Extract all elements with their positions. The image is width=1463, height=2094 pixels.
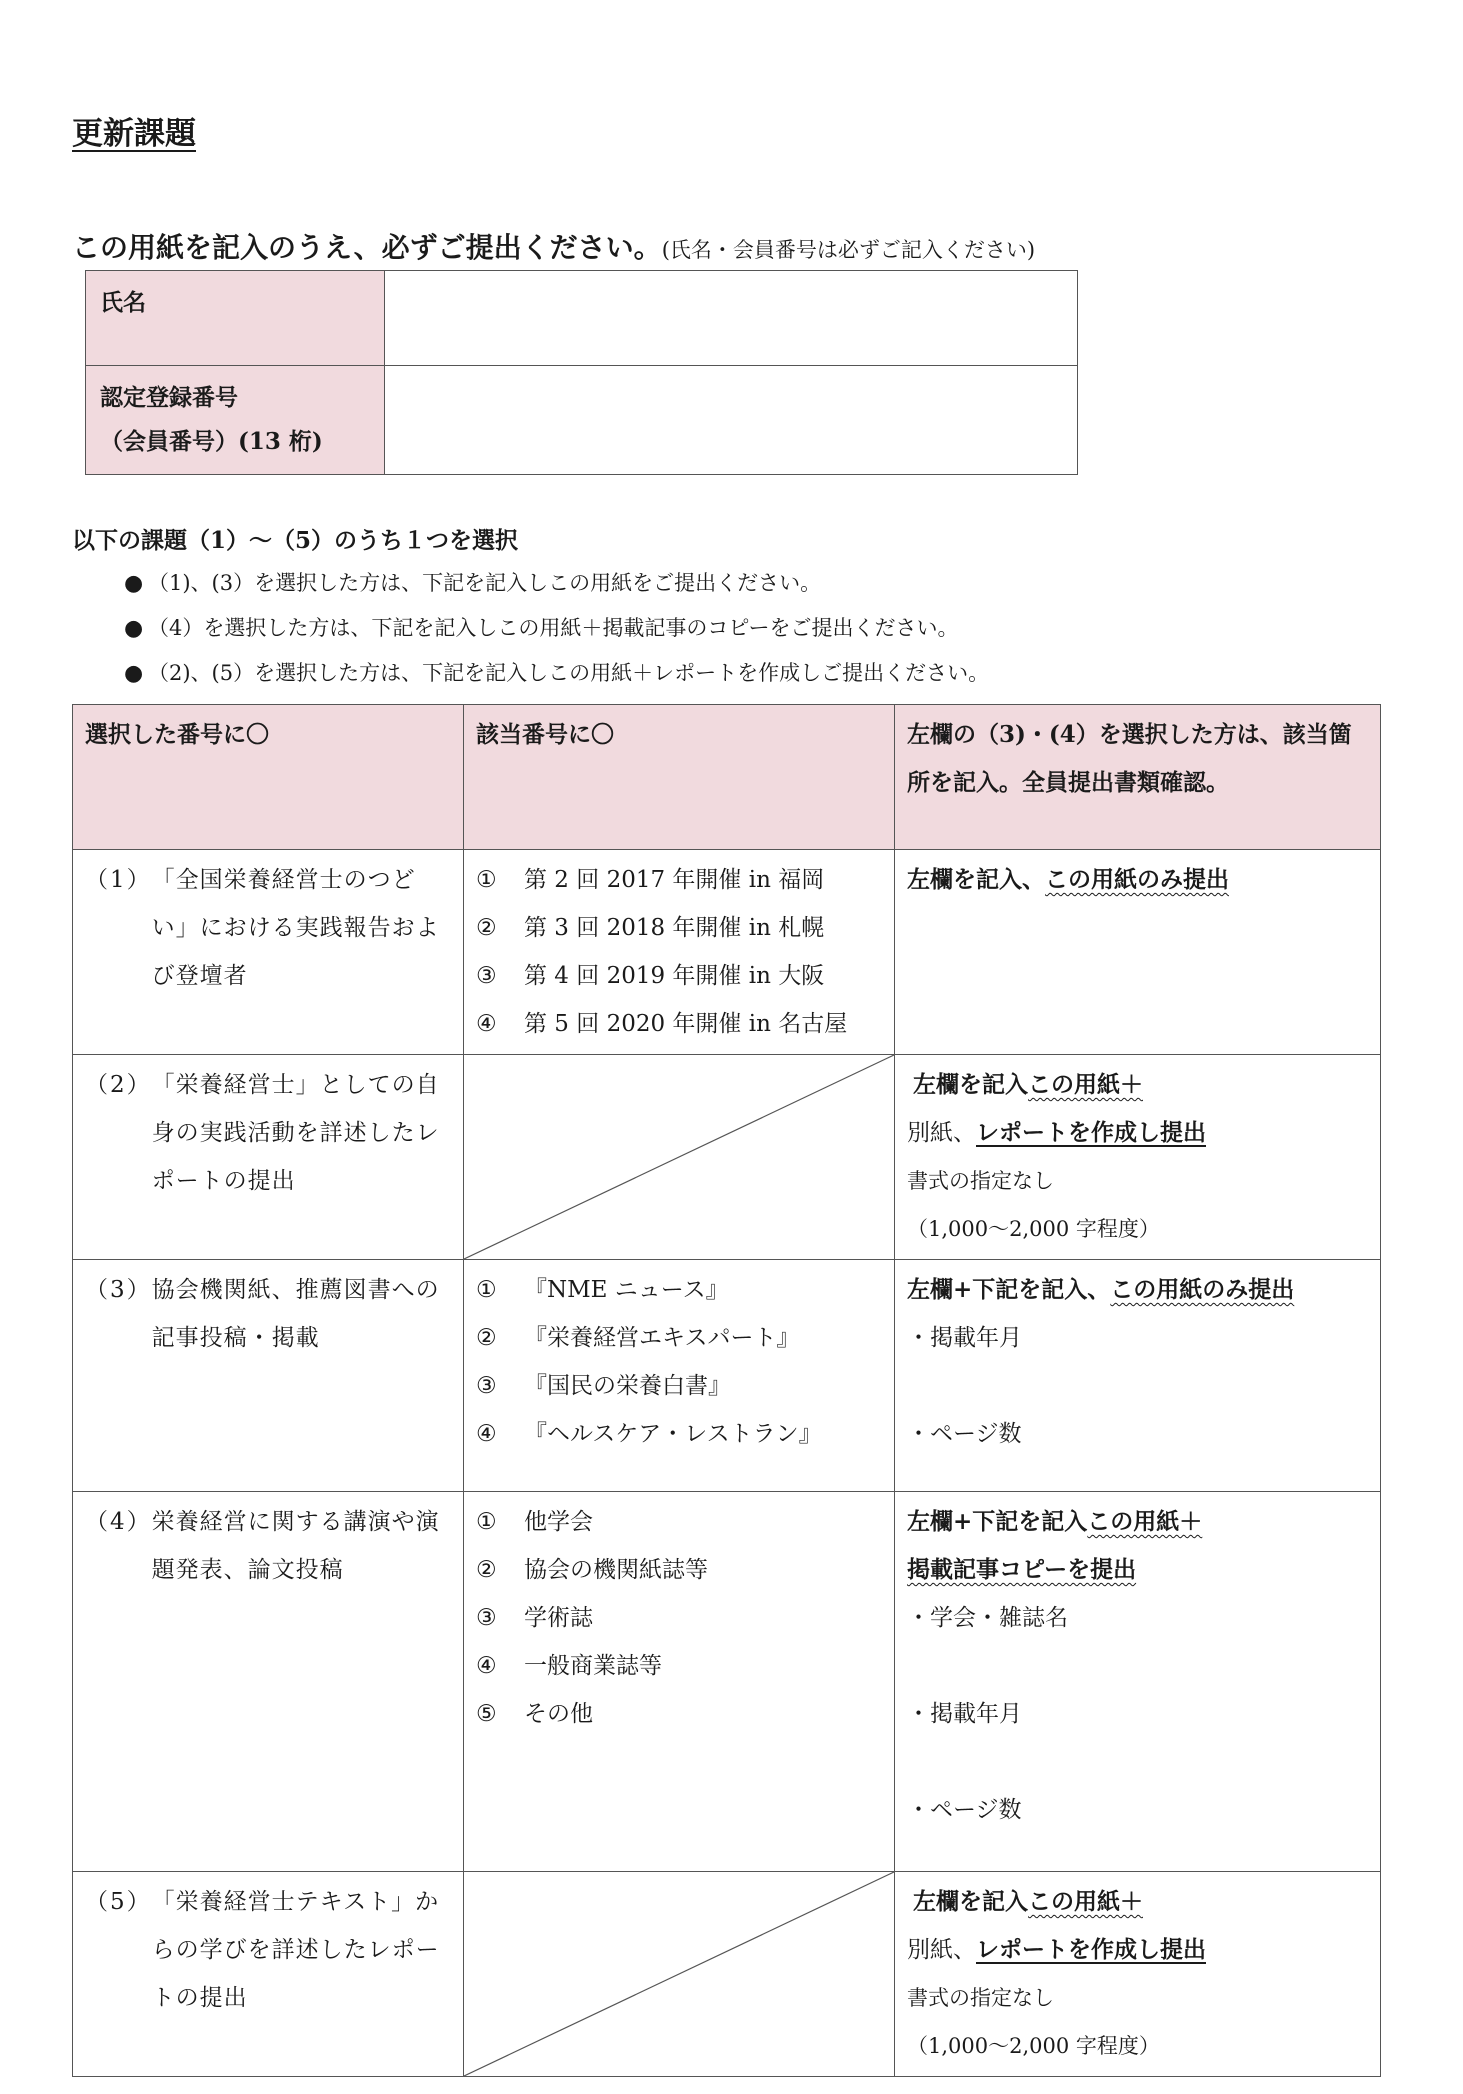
bullet-dot-icon: ● (124, 571, 144, 596)
option-mark: ② (476, 1557, 497, 1583)
topic-number: （1） (85, 867, 152, 893)
topic-text: 協会機関紙、推薦図書への記事投稿・掲載 (151, 1277, 440, 1351)
options-3-cell (464, 1260, 895, 1492)
requirements-1-cell (895, 850, 1381, 1055)
page-title: 更新課題 (72, 116, 196, 152)
option-item[interactable] (476, 1546, 882, 1594)
field-page-count[interactable]: ・ページ数 (907, 1421, 1022, 1447)
topic-3-cell[interactable] (73, 1260, 464, 1492)
req-instruction: 左欄+下記を記入、 (907, 1276, 1111, 1303)
option-mark: ④ (476, 1011, 497, 1037)
req-format: 書式の指定なし (907, 1986, 1054, 2010)
option-mark: ③ (476, 963, 497, 989)
options-2-not-applicable (464, 1055, 895, 1260)
table-row (73, 1492, 1381, 1872)
options-1-cell (464, 850, 895, 1055)
field-publication-date[interactable]: ・掲載年月 (907, 1701, 1022, 1727)
header-applicable-number: 該当番号に〇 (464, 705, 895, 850)
req-instruction: 左欄+下記を記入 (907, 1508, 1088, 1535)
option-item[interactable] (476, 1362, 882, 1410)
option-mark: ⑤ (476, 1701, 497, 1727)
registration-label-line2: （会員番号）(13 桁) (100, 428, 323, 455)
bullet-dot-icon: ● (124, 616, 144, 641)
option-item[interactable] (476, 1498, 882, 1546)
topic-number: （2） (85, 1072, 152, 1098)
bullet-item (124, 656, 989, 701)
header-requirements: 左欄の（3)・(4）を選択した方は、該当箇所を記入。全員提出書類確認。 (895, 705, 1381, 850)
topic-text: 栄養経営に関する講演や演題発表、論文投稿 (151, 1509, 440, 1583)
requirements-3-cell (895, 1260, 1381, 1492)
option-text: 第 2 回 2017 年開催 in 福岡 (524, 867, 825, 893)
bullet-text: （1)、(3）を選択した方は、下記を記入しこの用紙をご提出ください。 (148, 571, 822, 595)
table-row (73, 1260, 1381, 1492)
option-mark: ④ (476, 1653, 497, 1679)
option-item[interactable] (476, 904, 882, 952)
bullet-item (124, 611, 989, 656)
options-4-cell (464, 1492, 895, 1872)
topic-number: （5） (85, 1889, 152, 1915)
req-submit: この用紙のみ提出 (1045, 866, 1229, 893)
instruction-note: (氏名・会員番号は必ずご記入ください) (661, 238, 1036, 262)
req-submit: この用紙＋ (1087, 1508, 1203, 1535)
option-text: 『NME ニュース』 (524, 1277, 729, 1303)
registration-number-label (86, 366, 385, 475)
req-format: 書式の指定なし (907, 1169, 1054, 1193)
option-text: 第 5 回 2020 年開催 in 名古屋 (524, 1011, 848, 1037)
option-item[interactable] (476, 1266, 882, 1314)
bullet-text: （4）を選択した方は、下記を記入しこの用紙＋掲載記事のコピーをご提出ください。 (148, 616, 959, 640)
table-row (73, 1055, 1381, 1260)
topic-4-cell[interactable] (73, 1492, 464, 1872)
instruction-main: この用紙を記入のうえ、必ずご提出ください。 (72, 231, 662, 264)
diagonal-strike (464, 1055, 894, 1259)
option-text: 『国民の栄養白書』 (524, 1373, 731, 1399)
req-copy: 掲載記事コピーを提出 (907, 1556, 1137, 1583)
header-selected-number: 選択した番号に〇 (73, 705, 464, 850)
option-mark: ① (476, 867, 497, 893)
option-item[interactable] (476, 1314, 882, 1362)
selection-bullets (124, 566, 989, 701)
topic-number: （4） (85, 1509, 152, 1535)
req-length: （1,000～2,000 字程度） (907, 2034, 1160, 2058)
selection-heading: 以下の課題（1）～（5）のうち１つを選択 (72, 527, 519, 554)
registration-label-line1: 認定登録番号 (100, 384, 238, 411)
topic-1-cell[interactable] (73, 850, 464, 1055)
applicant-info-table (85, 270, 1078, 475)
registration-number-field[interactable] (385, 366, 1078, 475)
option-mark: ② (476, 915, 497, 941)
req-attachment: 別紙、 (907, 1120, 976, 1146)
option-text: 一般商業誌等 (524, 1653, 662, 1679)
req-submit: この用紙のみ提出 (1110, 1276, 1295, 1303)
option-mark: ① (476, 1509, 497, 1535)
req-attachment: 別紙、 (907, 1937, 976, 1963)
req-submit: この用紙＋ (1028, 1888, 1143, 1915)
topic-text: 「栄養経営士テキスト」からの学びを詳述したレポートの提出 (151, 1889, 440, 2011)
table-row (73, 1872, 1381, 2077)
requirements-5-cell (895, 1872, 1381, 2077)
option-text: その他 (524, 1701, 593, 1727)
topic-number: （3） (85, 1277, 152, 1303)
req-instruction: 左欄を記入 (913, 1071, 1028, 1098)
requirements-2-cell (895, 1055, 1381, 1260)
option-mark: ③ (476, 1373, 497, 1399)
req-report: レポートを作成し提出 (976, 1936, 1206, 1963)
option-text: 『栄養経営エキスパート』 (524, 1325, 800, 1351)
bullet-text: （2)、(5）を選択した方は、下記を記入しこの用紙＋レポートを作成しご提出ください。 (148, 661, 990, 685)
req-length: （1,000～2,000 字程度） (907, 1217, 1160, 1241)
field-page-count[interactable]: ・ページ数 (907, 1797, 1022, 1823)
name-field[interactable] (385, 271, 1078, 366)
req-submit: この用紙＋ (1028, 1071, 1143, 1098)
option-text: 第 4 回 2019 年開催 in 大阪 (524, 963, 825, 989)
option-item[interactable] (476, 1594, 882, 1642)
topic-2-cell[interactable] (73, 1055, 464, 1260)
option-mark: ④ (476, 1421, 497, 1447)
req-instruction: 左欄を記入 (913, 1888, 1028, 1915)
option-item[interactable] (476, 1642, 882, 1690)
option-text: 第 3 回 2018 年開催 in 札幌 (524, 915, 825, 941)
req-report: レポートを作成し提出 (976, 1119, 1206, 1146)
option-text: 他学会 (524, 1509, 593, 1535)
option-text: 協会の機関紙誌等 (524, 1557, 708, 1583)
option-item[interactable] (476, 952, 882, 1000)
option-mark: ② (476, 1325, 497, 1351)
assignment-table (72, 704, 1381, 2077)
submission-instruction (72, 226, 1035, 266)
bullet-dot-icon: ● (124, 661, 144, 686)
bullet-item (124, 566, 989, 611)
option-item[interactable] (476, 1410, 882, 1458)
option-item[interactable] (476, 1000, 882, 1048)
field-society-magazine-name[interactable]: ・学会・雑誌名 (907, 1605, 1068, 1631)
option-mark: ① (476, 1277, 497, 1303)
table-row (73, 850, 1381, 1055)
options-5-not-applicable (464, 1872, 895, 2077)
option-text: 『ヘルスケア・レストラン』 (524, 1421, 822, 1447)
req-instruction: 左欄を記入、 (907, 866, 1045, 893)
option-mark: ③ (476, 1605, 497, 1631)
diagonal-strike (464, 1872, 894, 2076)
option-item[interactable] (476, 856, 882, 904)
option-text: 学術誌 (524, 1605, 593, 1631)
option-item[interactable] (476, 1690, 882, 1738)
topic-text: 「栄養経営士」としての自身の実践活動を詳述したレポートの提出 (151, 1072, 440, 1194)
topic-text: 「全国栄養経営士のつどい」における実践報告および登壇者 (151, 867, 440, 989)
topic-5-cell[interactable] (73, 1872, 464, 2077)
requirements-4-cell (895, 1492, 1381, 1872)
name-label: 氏名 (86, 271, 385, 366)
field-publication-date[interactable]: ・掲載年月 (907, 1325, 1022, 1351)
